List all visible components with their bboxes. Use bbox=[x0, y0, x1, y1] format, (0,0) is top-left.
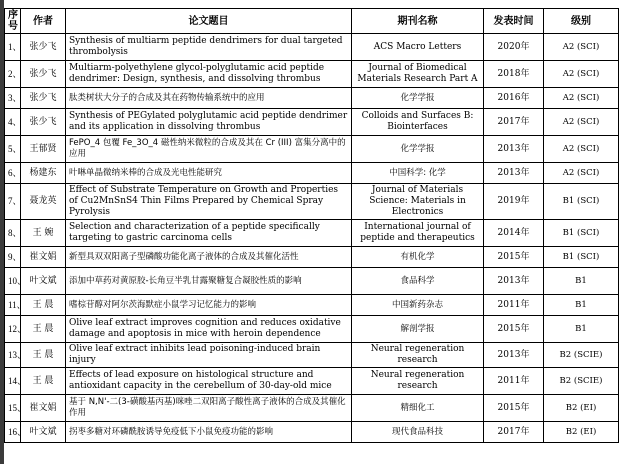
table-header-row bbox=[5, 9, 619, 34]
table-row bbox=[5, 220, 619, 247]
row-author: 叶文斌 bbox=[21, 422, 66, 443]
row-author: 张少飞 bbox=[21, 88, 66, 109]
row-journal: 食品科学 bbox=[352, 268, 484, 295]
row-journal: Neural regeneration research bbox=[352, 343, 484, 368]
row-author: 聂龙英 bbox=[21, 184, 66, 220]
row-journal: 解剖学报 bbox=[352, 316, 484, 343]
row-title: 新型具双双阳离子型磷酸功能化离子液体的合成及其催化活性 bbox=[66, 247, 352, 268]
header-title: 论文题目 bbox=[66, 9, 352, 34]
row-level: B1 bbox=[544, 268, 619, 295]
table-row bbox=[5, 395, 619, 422]
row-journal: 现代食品科技 bbox=[352, 422, 484, 443]
row-date: 2013年 bbox=[484, 136, 544, 163]
row-level: B1 (SCI) bbox=[544, 220, 619, 247]
row-date: 2017年 bbox=[484, 422, 544, 443]
row-index: 2、 bbox=[5, 61, 21, 88]
row-title: FePO_4 包覆 Fe_3O_4 磁性纳米微粒的合成及其在 Cr (III) 富集分离中的应用 bbox=[66, 136, 352, 163]
row-title: Olive leaf extract improves cognition and reduces oxidative damage and apoptosis in mice with heroin dependence bbox=[66, 316, 352, 343]
row-title: 肽类树状大分子的合成及其在药物传输系统中的应用 bbox=[66, 88, 352, 109]
row-level: A2 (SCI) bbox=[544, 163, 619, 184]
row-level: B2 (EI) bbox=[544, 395, 619, 422]
row-author: 王 晨 bbox=[21, 295, 66, 316]
row-date: 2020年 bbox=[484, 34, 544, 61]
row-level: A2 (SCI) bbox=[544, 88, 619, 109]
row-date: 2011年 bbox=[484, 295, 544, 316]
row-journal: International journal of peptide and therapeutics bbox=[352, 220, 484, 247]
header-journal: 期刊名称 bbox=[352, 9, 484, 34]
row-title: Effect of Substrate Temperature on Growth and Properties of Cu2MnSnS4 Thin Films Prepared by Chemical Spray Pyrolysis bbox=[66, 184, 352, 220]
header-level: 级别 bbox=[544, 9, 619, 34]
row-date: 2011年 bbox=[484, 368, 544, 395]
row-index: 5、 bbox=[5, 136, 21, 163]
row-journal: 精细化工 bbox=[352, 395, 484, 422]
row-journal: Colloids and Surfaces B: Biointerfaces bbox=[352, 109, 484, 136]
row-level: B2 (SCIE) bbox=[544, 368, 619, 395]
row-journal: 化学学报 bbox=[352, 136, 484, 163]
table-row bbox=[5, 163, 619, 184]
row-level: A2 (SCI) bbox=[544, 34, 619, 61]
row-index: 11、 bbox=[5, 295, 21, 316]
table-row bbox=[5, 184, 619, 220]
row-journal: Journal of Materials Science: Materials in Electronics bbox=[352, 184, 484, 220]
row-title: 嗜棕苷醇对阿尔茨海默症小鼠学习记忆能力的影响 bbox=[66, 295, 352, 316]
row-author: 崔文娟 bbox=[21, 395, 66, 422]
row-title: Multiarm-polyethylene glycol-polyglutamic acid peptide dendrimer: Design, synthesis, and dissolving thrombus bbox=[66, 61, 352, 88]
table-row bbox=[5, 34, 619, 61]
row-index: 10、 bbox=[5, 268, 21, 295]
row-title: Effects of lead exposure on histological structure and antioxidant capacity in the cerebellum of 30-day-old mice bbox=[66, 368, 352, 395]
table-row bbox=[5, 316, 619, 343]
row-journal: 化学学报 bbox=[352, 88, 484, 109]
row-title: Synthesis of multiarm peptide dendrimers for dual targeted thrombolysis bbox=[66, 34, 352, 61]
table-row bbox=[5, 136, 619, 163]
row-level: B2 (EI) bbox=[544, 422, 619, 443]
row-author: 叶文斌 bbox=[21, 268, 66, 295]
row-title: 添加中草药对黄原胶-长角豆半乳甘露聚糖复合凝胶性质的影响 bbox=[66, 268, 352, 295]
row-title: 基于 N,N'-二(3-磺酸基丙基)咪唑二双阳离子酸性离子液体的合成及其催化作用 bbox=[66, 395, 352, 422]
row-index: 12、 bbox=[5, 316, 21, 343]
row-journal: ACS Macro Letters bbox=[352, 34, 484, 61]
header-author: 作者 bbox=[21, 9, 66, 34]
row-level: B1 bbox=[544, 316, 619, 343]
row-index: 13、 bbox=[5, 343, 21, 368]
row-index: 7、 bbox=[5, 184, 21, 220]
table-row bbox=[5, 422, 619, 443]
header-index: 序号 bbox=[5, 9, 21, 34]
row-journal: Neural regeneration research bbox=[352, 368, 484, 395]
row-index: 16、 bbox=[5, 422, 21, 443]
row-level: B1 (SCI) bbox=[544, 184, 619, 220]
row-level: B1 bbox=[544, 295, 619, 316]
row-author: 张少飞 bbox=[21, 34, 66, 61]
row-author: 张少飞 bbox=[21, 109, 66, 136]
row-level: B2 (SCIE) bbox=[544, 343, 619, 368]
table-row bbox=[5, 109, 619, 136]
row-level: A2 (SCI) bbox=[544, 61, 619, 88]
row-date: 2018年 bbox=[484, 61, 544, 88]
row-journal: 中国科学: 化学 bbox=[352, 163, 484, 184]
table-row bbox=[5, 247, 619, 268]
row-index: 3、 bbox=[5, 88, 21, 109]
row-title: Synthesis of PEGylated polyglutamic acid peptide dendrimer and its application in dissolving thrombus bbox=[66, 109, 352, 136]
header-date: 发表时间 bbox=[484, 9, 544, 34]
row-index: 6、 bbox=[5, 163, 21, 184]
row-journal: 中国新药杂志 bbox=[352, 295, 484, 316]
row-title: 拐枣多糖对环磷酰胺诱导免疫低下小鼠免疫功能的影响 bbox=[66, 422, 352, 443]
row-journal: 有机化学 bbox=[352, 247, 484, 268]
row-date: 2013年 bbox=[484, 163, 544, 184]
table-row bbox=[5, 88, 619, 109]
table-row bbox=[5, 295, 619, 316]
row-date: 2015年 bbox=[484, 247, 544, 268]
row-index: 8、 bbox=[5, 220, 21, 247]
row-author: 张少飞 bbox=[21, 61, 66, 88]
table-row bbox=[5, 268, 619, 295]
row-date: 2017年 bbox=[484, 109, 544, 136]
row-journal: Journal of Biomedical Materials Research Part A bbox=[352, 61, 484, 88]
row-author: 崔文娟 bbox=[21, 247, 66, 268]
row-index: 9、 bbox=[5, 247, 21, 268]
row-date: 2015年 bbox=[484, 316, 544, 343]
table-row bbox=[5, 61, 619, 88]
row-date: 2019年 bbox=[484, 184, 544, 220]
row-date: 2013年 bbox=[484, 343, 544, 368]
row-level: A2 (SCI) bbox=[544, 136, 619, 163]
row-title: Olive leaf extract inhibits lead poisoning-induced brain injury bbox=[66, 343, 352, 368]
row-index: 4、 bbox=[5, 109, 21, 136]
row-index: 15、 bbox=[5, 395, 21, 422]
row-date: 2016年 bbox=[484, 88, 544, 109]
table-row bbox=[5, 368, 619, 395]
table-row bbox=[5, 343, 619, 368]
row-author: 王 晨 bbox=[21, 368, 66, 395]
row-index: 14、 bbox=[5, 368, 21, 395]
row-date: 2014年 bbox=[484, 220, 544, 247]
row-author: 王 婉 bbox=[21, 220, 66, 247]
row-index: 1、 bbox=[5, 34, 21, 61]
row-title: 叶啉单晶微纳米棒的合成及光电性能研究 bbox=[66, 163, 352, 184]
row-author: 王 晨 bbox=[21, 343, 66, 368]
row-title: Selection and characterization of a peptide specifically targeting to gastric carcinoma cells bbox=[66, 220, 352, 247]
row-date: 2013年 bbox=[484, 268, 544, 295]
row-level: B1 (SCI) bbox=[544, 247, 619, 268]
row-level: A2 (SCI) bbox=[544, 109, 619, 136]
publications-table bbox=[4, 8, 619, 443]
row-date: 2015年 bbox=[484, 395, 544, 422]
row-author: 王 晨 bbox=[21, 316, 66, 343]
row-author: 杨建东 bbox=[21, 163, 66, 184]
row-author: 王郁贤 bbox=[21, 136, 66, 163]
